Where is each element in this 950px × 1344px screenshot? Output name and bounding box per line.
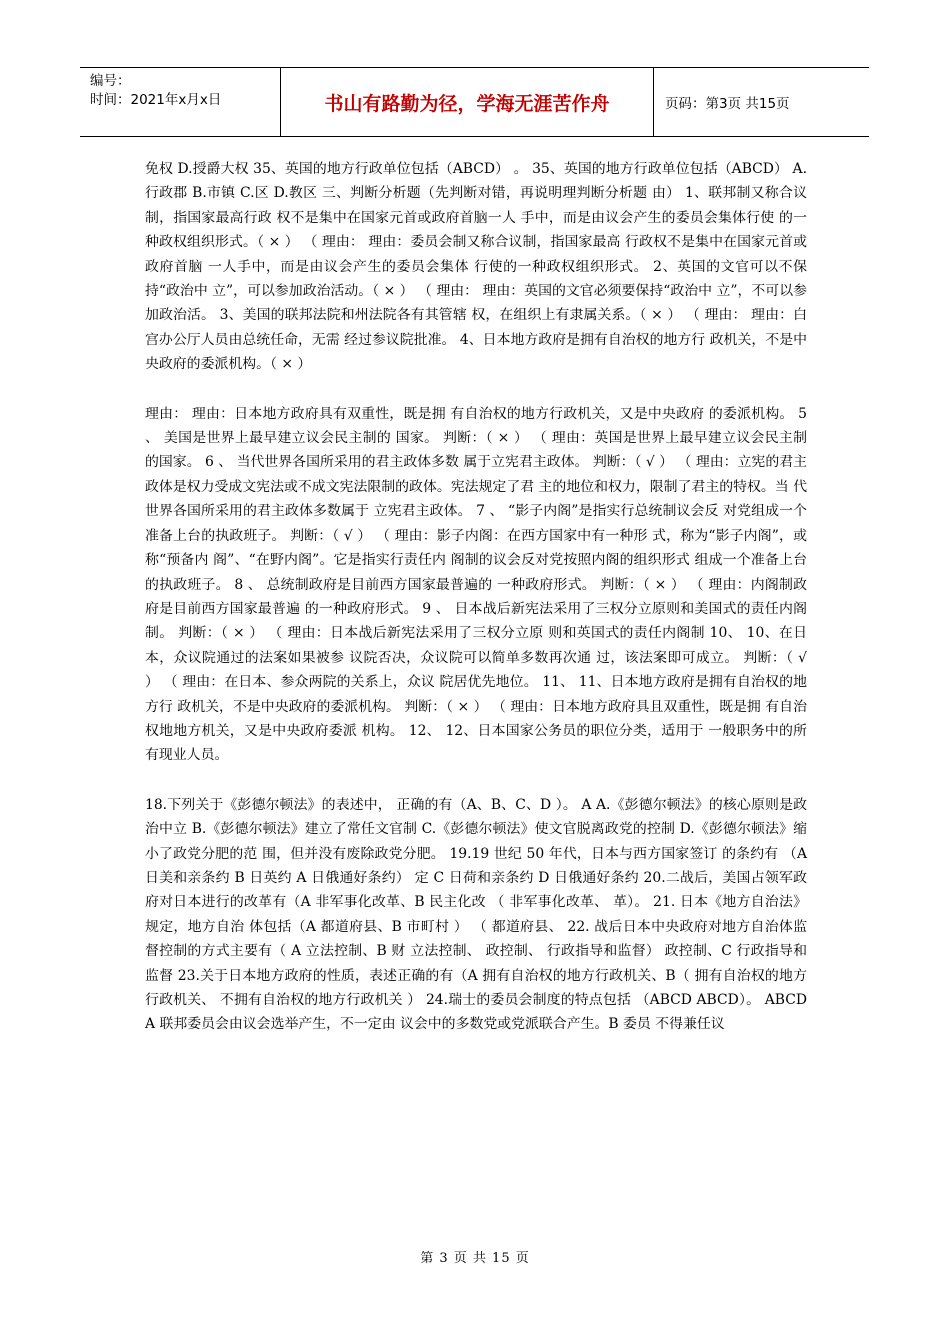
header-page-number: 页码：第3页 共15页 bbox=[665, 96, 790, 112]
header-divider bbox=[653, 68, 654, 136]
page-header bbox=[80, 67, 869, 137]
header-motto: 书山有路勤为径，学海无涯苦作舟 bbox=[324, 92, 610, 115]
body-paragraph: 理由： 理由：日本地方政府具有双重性，既是拥 有自治权的地方行政机关，又是中央政府 的委派机构。 5 、 美国是世界上最早建立议会民主制的 国家。 判断：（ × ） （ 理由：英国是世界上最早建立议会民主制 的国家。 6 、 当代世界各国所采用的君主政体多数 属于立宪君主政体。 判断：（ √ ） （ 理由：立宪的君主政体是权力受成文宪法或不成文宪法限制的政体。宪法规定了君 主的地位和权力，限制了君主的特权。当 代世界各国所采用的君主政体多数属于 立宪君主政体。 7 、 “影子内阁”是指实行总统制议会反 对党组成一个准备上台的执政班子。 判断：（ √ ） （ 理由：影子内阁：在西方国家中有一种形 式，称为“影子内阁”，或称“预备内 阁”、“在野内阁”。它是指实行责任内 阁制的议会反对党按照内阁的组织形式 组成一个准备上台的执政班子。 8 、 总统制政府是目前西方国家最普遍的 一种政府形式。 判断：（ × ） （ 理由：内阁制政府是目前西方国家最普遍 的一种政府形式。 9 、 日本战后新宪法采用了三权分立原则和美国式的责任内阁制。 判断：（ × ） （ 理由：日本战后新宪法采用了三权分立原 则和英国式的责任内阁制 10、 10、在日本，众议院通过的法案如果被参 议院否决，众议院可以简单多数再次通 过，该法案即可成立。 判断：（ √ ） （ 理由：在日本、参众两院的关系上，众议 院居优先地位。 11、 11、日本地方政府是拥有自治权的地方行 政机关，不是中央政府的委派机构。 判断：（ × ） （ 理由：日本地方政府具且双重性，既是拥 有自治权地地方机关，又是中央政府委派 机构。 12、 12、日本国家公务员的职位分类，适用于 一般职务中的所有现业人员。 bbox=[145, 405, 807, 764]
body-paragraph: 免权 D.授爵大权 35、英国的地方行政单位包括（ABCD） 。 35、英国的地方行政单位包括（ABCD） A.行政郡 B.市镇 C.区 D.教区 三、判断分析题（先判断对错，再说明理判断分析题 由） 1、联邦制又称合议制，指国家最高行政 权不是集中在国家元首或政府首脑一人 手中，而是由议会产生的委员会集体行使 的一种政权组织形式。（ × ） （ 理由： 理由：委员会制又称合议制，指国家最高 行政权不是集中在国家元首或政府首脑 一人手中，而是由议会产生的委员会集体 行使的一种政权组织形式。 2、英国的文官可以不保持“政治中 立”，可以参加政治活动。（ × ） （ 理由： 理由：英国的文官必须要保持“政治中 立”，不可以参加政治活。 3、美国的联邦法院和州法院各有其管辖 权，在组织上有隶属关系。（ × ） （ 理由： 理由：白宫办公厅人员由总统任命，无需 经过参议院批准。 4、日本地方政府是拥有自治权的地方行 政机关，不是中央政府的委派机构。（ × ） bbox=[145, 161, 807, 373]
page-footer: 第 3 页 共 15 页 bbox=[420, 1251, 530, 1266]
date-line: 时间：2021年x月x日 bbox=[90, 92, 222, 108]
body-paragraph: 18.下列关于《彭德尔顿法》的表述中， 正确的有（A、B、C、D ）。 A A.《彭德尔顿法》的核心原则是政治中立 B.《彭德尔顿法》建立了常任文官制 C.《彭德尔顿法》使文官脱离政党的控制 D.《彭德尔顿法》缩小了政党分肥的范 围，但并没有废除政党分肥。 19.19 世纪 50 年代，日本与西方国家签订 的条约有 （A 日美和亲条约 B 日英约 A 日俄通好条约） 定 C 日荷和亲条约 D 日俄通好条约 20.二战后，美国占领军政府对日本进行的改革有（A 非军事化改革、B 民主化改 （ 非军事化改革、 革）。 21. 日本《地方自治法》规定，地方自治 体包括（A 都道府县、B 市町村 ） （ 都道府县、 22. 战后日本中央政府对地方自治体监 督控制的方式主要有（ A 立法控制、B 财 立法控制、 政控制、 行政指导和监督） 政控制、C 行政指导和监督 23.关于日本地方政府的性质，表述正确的有（A 拥有自治权的地方行政机关、B（ 拥有自治权的地方行政机关、 不拥有自治权的地方行政机关 ） 24.瑞士的委员会制度的特点包括 （ABCD ABCD）。 ABCD A 联邦委员会由议会选举产生，不一定由 议会中的多数党或党派联合产生。B 委员 不得兼任议 bbox=[145, 796, 807, 1033]
header-meta bbox=[90, 72, 280, 110]
document-body bbox=[145, 157, 807, 1037]
serial-number-label: 编号： bbox=[90, 73, 131, 89]
